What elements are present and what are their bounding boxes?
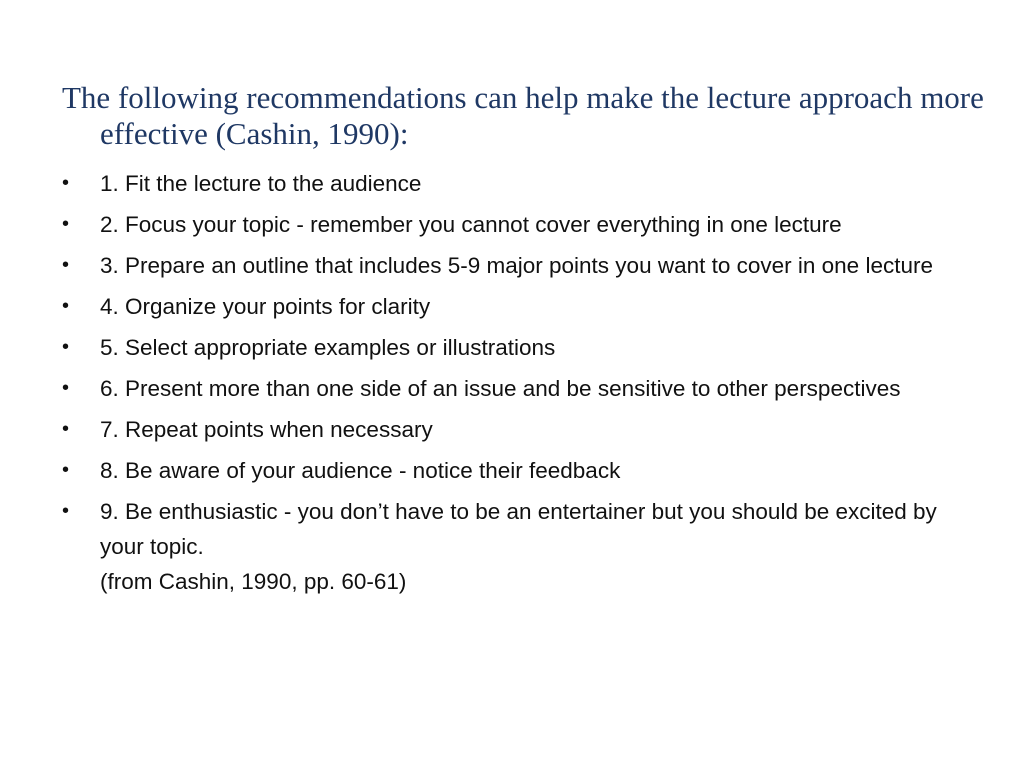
list-item-text: 7. Repeat points when necessary: [100, 417, 433, 442]
list-item: [62, 289, 982, 324]
bullet-icon: •: [62, 254, 70, 276]
list-item: [62, 453, 982, 488]
slide-title: The following recommendations can help make the lecture approach more effective (Cashin, 1990):: [62, 80, 984, 151]
list-item: [62, 166, 982, 201]
list-item: [62, 330, 982, 365]
list-item-text: 3. Prepare an outline that includes 5-9 major points you want to cover in one lecture: [100, 253, 933, 278]
bullet-icon: •: [62, 377, 70, 399]
list-item-text: 1. Fit the lecture to the audience: [100, 171, 422, 196]
list-item: [62, 248, 982, 283]
bullet-icon: •: [62, 500, 70, 522]
list-item: [62, 412, 982, 447]
bullet-icon: •: [62, 336, 70, 358]
list-item-text: 4. Organize your points for clarity: [100, 294, 431, 319]
list-item-text: 8. Be aware of your audience - notice their feedback: [100, 458, 621, 483]
bullet-icon: •: [62, 295, 70, 317]
list-item-text: 6. Present more than one side of an issue and be sensitive to other perspectives: [100, 376, 901, 401]
list-item-text: 9. Be enthusiastic - you don’t have to be an entertainer but you should be excited by your topic.: [100, 499, 937, 559]
list-item: [62, 371, 982, 406]
bullet-icon: •: [62, 172, 70, 194]
list-item: [62, 207, 982, 242]
list-item: [62, 494, 982, 599]
citation-text: (from Cashin, 1990, pp. 60-61): [100, 569, 407, 594]
list-item-text: 5. Select appropriate examples or illustrations: [100, 335, 556, 360]
bullet-icon: •: [62, 418, 70, 440]
recommendation-list: [62, 166, 982, 605]
bullet-icon: •: [62, 213, 70, 235]
bullet-icon: •: [62, 459, 70, 481]
list-item-text: 2. Focus your topic - remember you cannot cover everything in one lecture: [100, 212, 842, 237]
